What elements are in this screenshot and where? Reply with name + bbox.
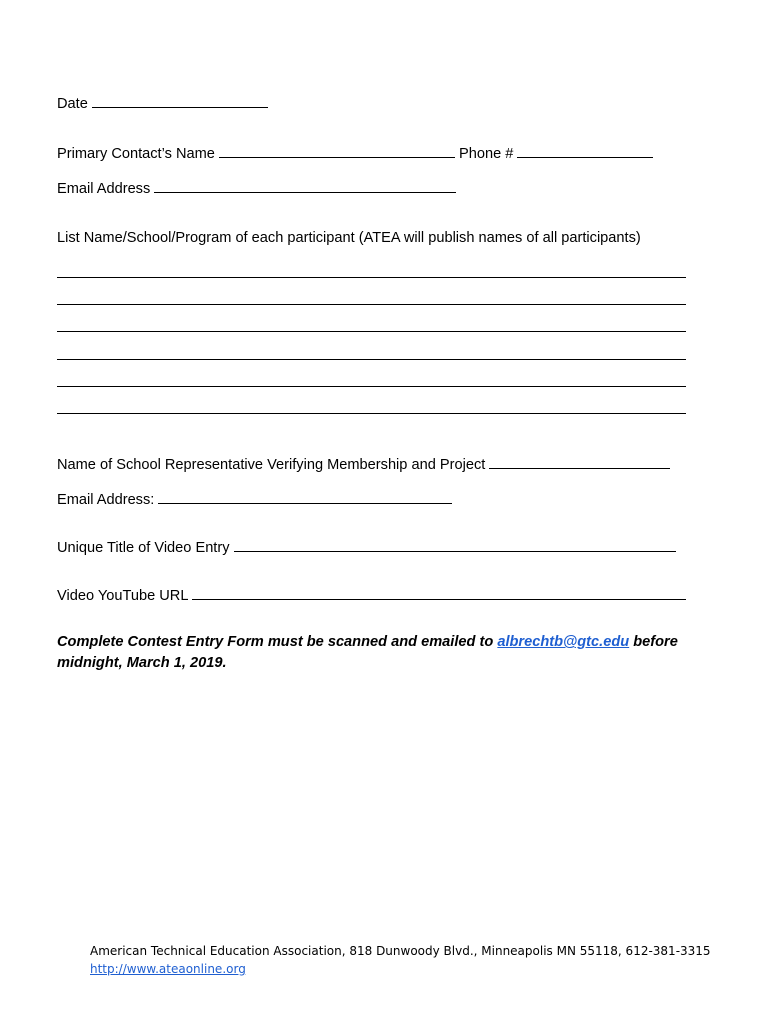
email-field[interactable] (154, 179, 456, 193)
primary-contact-field[interactable] (219, 144, 455, 158)
date-row (57, 94, 268, 113)
video-url-field[interactable] (192, 586, 686, 600)
rep-email-field[interactable] (158, 490, 452, 504)
rep-email-row (57, 490, 452, 509)
footer-website-link[interactable]: http://www.ateaonline.org (90, 962, 246, 976)
participant-line[interactable] (57, 386, 686, 387)
participant-line[interactable] (57, 304, 686, 305)
participants-instruction: List Name/School/Program of each participant (ATEA will publish names of all participants) (57, 230, 641, 246)
phone-field[interactable] (517, 144, 653, 158)
representative-row (57, 455, 670, 474)
video-title-field[interactable] (234, 538, 676, 552)
footer-address: American Technical Education Association, 818 Dunwoody Blvd., Minneapolis MN 55118, 612-381-3315 (90, 944, 711, 958)
notice-email-link[interactable]: albrechtb@gtc.edu (497, 634, 630, 650)
date-field[interactable] (92, 94, 268, 108)
participant-line[interactable] (57, 331, 686, 332)
video-url-label: Video YouTube URL (57, 588, 188, 604)
email-row (57, 179, 456, 198)
notice-text-before: Complete Contest Entry Form must be scanned and emailed to (57, 634, 494, 650)
primary-contact-label: Primary Contact’s Name (57, 146, 215, 162)
video-url-row (57, 586, 686, 605)
representative-label: Name of School Representative Verifying Membership and Project (57, 457, 486, 473)
submission-notice (57, 632, 717, 674)
phone-label: Phone # (459, 146, 514, 162)
video-title-row (57, 538, 676, 557)
participant-line[interactable] (57, 413, 686, 414)
email-label: Email Address (57, 181, 151, 197)
primary-contact-row (57, 144, 653, 163)
participant-line[interactable] (57, 359, 686, 360)
video-title-label: Unique Title of Video Entry (57, 540, 230, 556)
notice-text-after: before midnight, March 1, 2019. (57, 634, 678, 671)
representative-field[interactable] (489, 455, 670, 469)
participant-line[interactable] (57, 277, 686, 278)
rep-email-label: Email Address: (57, 492, 155, 508)
date-label: Date (57, 96, 88, 112)
footer (90, 942, 730, 978)
